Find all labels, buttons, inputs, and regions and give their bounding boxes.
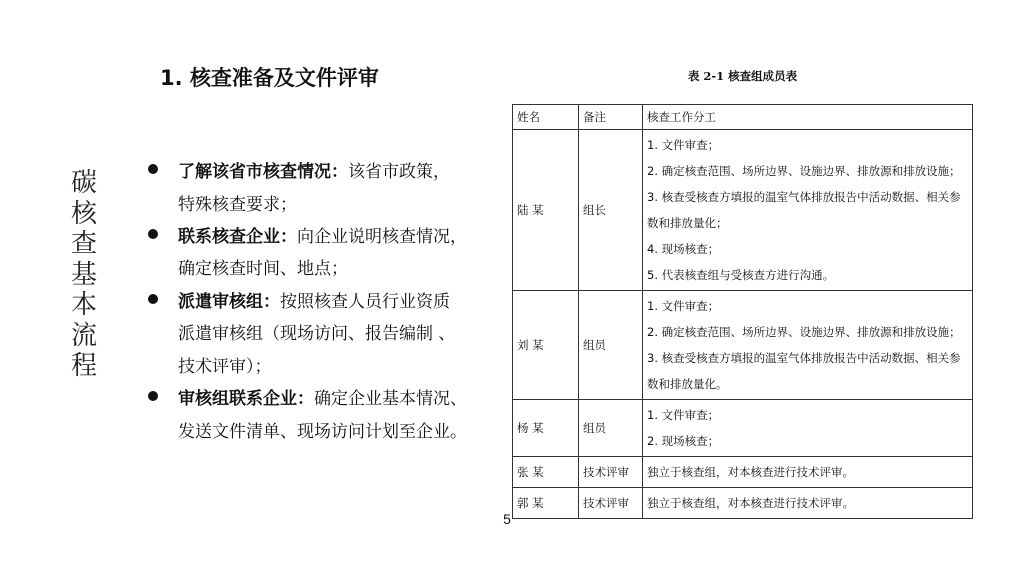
header-duties: 核查工作分工	[643, 105, 973, 130]
table-row	[513, 291, 973, 400]
bullet-text: 向企业说明核查情况，	[297, 227, 467, 247]
duty-line: 1. 文件审查；	[647, 299, 720, 313]
section-title: 1. 核查准备及文件评审	[160, 66, 379, 90]
duty-line: 1. 文件审查；	[647, 138, 720, 152]
bullet-text: 按照核查人员行业资质	[280, 291, 450, 312]
bullet-item	[146, 221, 496, 286]
duty-line: 4. 现场核查；	[647, 242, 720, 256]
bullet-dot	[148, 164, 158, 174]
bullet-text: 确定企业基本情况、	[314, 389, 467, 409]
bullet-text: 确定核查时间、地点；	[178, 259, 348, 279]
vertical-title	[64, 168, 104, 382]
duty-line: 3. 核查受核查方填报的温室气体排放报告中活动数据、相关参数和排放量化。	[647, 351, 961, 391]
duty-line: 独立于核查组，对本核查进行技术评审。	[647, 496, 854, 510]
duty-line: 独立于核查组，对本核查进行技术评审。	[647, 465, 854, 479]
duty-line: 1. 文件审查；	[647, 408, 720, 422]
vertical-title-char: 流	[70, 320, 97, 351]
header-role: 备注	[579, 105, 643, 130]
members-table	[512, 104, 973, 519]
bullet-item	[146, 286, 496, 384]
page-number: 5	[503, 511, 511, 527]
bullet-text: 技术评审）；	[178, 356, 272, 377]
vertical-title-char: 本	[70, 290, 97, 320]
duty-line: 3. 核查受核查方填报的温室气体排放报告中活动数据、相关参数和排放量化；	[647, 190, 961, 230]
vertical-title-char: 核	[70, 198, 97, 229]
bullet-item	[146, 156, 496, 221]
duty-line: 5. 代表核查组与受核查方进行沟通。	[647, 268, 835, 282]
table-row	[513, 130, 973, 291]
vertical-title-char: 碳	[70, 168, 97, 198]
cell-role: 组员	[579, 400, 643, 457]
vertical-title-char: 查	[70, 229, 97, 259]
cell-duties	[643, 400, 973, 457]
cell-role: 技术评审	[579, 457, 643, 488]
table-row	[513, 400, 973, 457]
table-header-row	[513, 105, 973, 130]
cell-role: 技术评审	[579, 488, 643, 519]
bullet-dot	[148, 391, 158, 401]
cell-name: 陆 某	[513, 130, 579, 291]
bullet-text: 该省市政策，	[348, 162, 450, 182]
bullet-dot	[148, 294, 158, 304]
bullet-text: 特殊核查要求；	[178, 194, 297, 215]
duty-line: 2. 现场核查；	[647, 434, 720, 448]
cell-name: 刘 某	[513, 291, 579, 400]
cell-role: 组长	[579, 130, 643, 291]
cell-name: 杨 某	[513, 400, 579, 457]
table-row	[513, 457, 973, 488]
cell-role: 组员	[579, 291, 643, 400]
table-caption: 表 2-1 核查组成员表	[687, 69, 798, 83]
bullet-dot	[148, 229, 158, 239]
duty-line: 2. 确定核查范围、场所边界、设施边界、排放源和排放设施；	[647, 325, 961, 339]
bullet-item	[146, 383, 496, 448]
bullet-heading: 派遣审核组：	[178, 291, 280, 312]
cell-duties	[643, 457, 973, 488]
bullet-heading: 了解该省市核查情况：	[178, 162, 348, 182]
bullet-text: 发送文件清单、现场访问计划至企业。	[178, 421, 467, 442]
cell-duties	[643, 130, 973, 291]
vertical-title-char: 基	[70, 259, 97, 290]
bullet-heading: 审核组联系企业：	[178, 389, 314, 409]
cell-name: 郭 某	[513, 488, 579, 519]
bullet-text: 派遣审核组（现场访问、报告编制 、	[178, 324, 456, 344]
bullet-list	[146, 156, 496, 448]
header-name: 姓名	[513, 105, 579, 130]
bullet-heading: 联系核查企业：	[178, 227, 297, 247]
cell-name: 张 某	[513, 457, 579, 488]
cell-duties	[643, 291, 973, 400]
vertical-title-char: 程	[70, 351, 97, 381]
duty-line: 2. 确定核查范围、场所边界、设施边界、排放源和排放设施；	[647, 164, 961, 178]
